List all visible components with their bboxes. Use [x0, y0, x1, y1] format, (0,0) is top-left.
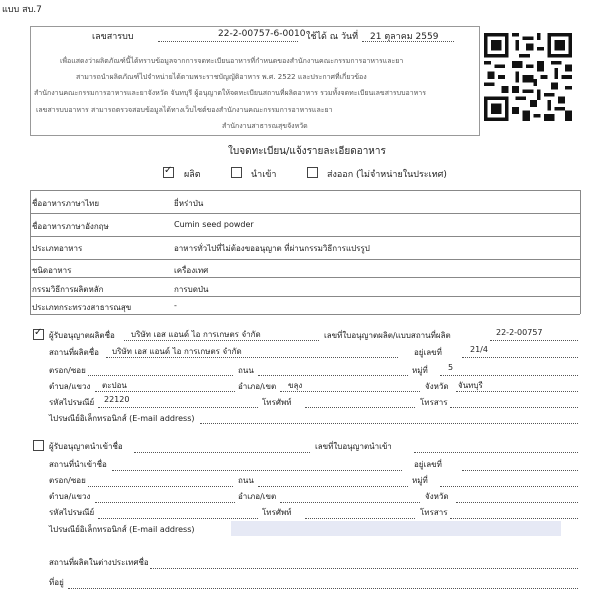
licensee-province-label: จังหวัด — [425, 382, 449, 391]
form-code: แบบ สบ.7 — [2, 5, 42, 15]
importer-phone-label: โทรศัพท์ — [262, 508, 292, 517]
licensee-email-label: ไปรษณีย์อิเล็กทรอนิกส์ (E-mail address) — [49, 414, 195, 423]
form-title: ใบจดทะเบียน/แจ้งรายละเอียดอาหาร — [228, 146, 386, 157]
licensee-moo-label: หมู่ที่ — [412, 366, 428, 375]
licensee-house-no-value: 21/4 — [470, 345, 488, 354]
importer-soi-label: ตรอก/ซอย — [49, 476, 86, 485]
detail-value-food-type: เครื่องเทศ — [174, 266, 209, 275]
detail-label-english-name: ชื่ออาหารภาษาอังกฤษ — [32, 222, 109, 231]
licensee-license-value: 22-2-00757 — [496, 328, 543, 337]
note-line-4: เลขสารบบอาหาร สามารถตรวจสอบข้อมูลได้ทางเว็บไซต์ของสำนักงานคณะกรรมการอาหารและยา — [36, 106, 333, 114]
licensee-producer-checkbox[interactable] — [33, 329, 44, 340]
importer-name-label: ผู้รับอนุญาตนำเข้าชื่อ — [49, 442, 123, 451]
detail-label-food-type: ชนิดอาหาร — [32, 266, 72, 275]
importer-email-label: ไปรษณีย์อิเล็กทรอนิกส์ (E-mail address) — [49, 525, 195, 534]
importer-email-input[interactable] — [231, 521, 561, 536]
note-line-2: สามารถนำผลิตภัณฑ์ไปจำหน่ายได้ตามพระราชบัญญัติอาหาร พ.ศ. 2522 และประกาศที่เกี่ยวข้อง — [76, 73, 367, 81]
purpose-export-label: ส่งออก (ไม่จำหน่ายในประเทศ) — [327, 170, 447, 180]
licensee-subdistrict-label: ตำบล/แขวง — [49, 382, 91, 391]
note-line-3: สำนักงานคณะกรรมการอาหารและยาจังหวัด จันทบุรี ผู้อนุญาตให้จดทะเบียนสถานที่ผลิตอาหาร รวมทั้งจดทะเบียนเลขสารบบอาหาร — [34, 89, 426, 97]
ref-label: เลขสารบบ — [92, 32, 134, 42]
purpose-produce-checkbox[interactable] — [163, 167, 174, 178]
detail-value-ministry-type: - — [174, 301, 177, 310]
purpose-produce-label: ผลิต — [184, 170, 201, 180]
date-label: ใช้ได้ ณ วันที่ — [306, 32, 359, 42]
licensee-house-no-label: อยู่เลขที่ — [414, 348, 442, 357]
licensee-province-value: จันทบุรี — [458, 381, 483, 390]
purpose-export-checkbox[interactable] — [307, 167, 318, 178]
licensee-district-value: ขลุง — [288, 381, 303, 390]
detail-label-process: กรรมวิธีการผลิตหลัก — [32, 285, 104, 294]
licensee-name-value: บริษัท เอส แอนด์ ไอ การเกษตร จำกัด — [131, 330, 261, 339]
licensee-name-label: ผู้รับอนุญาตผลิตชื่อ — [49, 331, 115, 340]
purpose-import-label: นำเข้า — [251, 170, 277, 180]
licensee-subdistrict-value: ตะปอน — [102, 381, 127, 390]
importer-road-label: ถนน — [238, 476, 254, 485]
licensee-fax-label: โทรสาร — [420, 398, 448, 407]
foreign-address-label: ที่อยู่ — [49, 578, 64, 587]
date-value: 21 ตุลาคม 2559 — [370, 32, 439, 42]
licensee-moo-value: 5 — [448, 363, 454, 372]
licensee-place-value: บริษัท เอส แอนด์ ไอ การเกษตร จำกัด — [112, 347, 242, 356]
licensee-phone-label: โทรศัพท์ — [262, 398, 292, 407]
detail-label-food-category: ประเภทอาหาร — [32, 244, 83, 253]
detail-value-english-name: Cumin seed powder — [174, 220, 254, 229]
licensee-soi-label: ตรอก/ซอย — [49, 366, 86, 375]
detail-label-ministry-type: ประเภทกระทรวงสาธารณสุข — [32, 303, 132, 312]
licensee-license-label: เลขที่ใบอนุญาตผลิต/แบบสถานที่ผลิต — [324, 331, 451, 340]
importer-district-label: อำเภอ/เขต — [238, 492, 277, 501]
importer-place-label: สถานที่นำเข้าชื่อ — [49, 460, 107, 469]
licensee-postcode-value: 22120 — [104, 395, 130, 404]
qr-code-icon — [484, 33, 572, 121]
importer-province-label: จังหวัด — [425, 492, 449, 501]
importer-checkbox[interactable] — [33, 440, 44, 451]
detail-value-food-category: อาหารทั่วไปที่ไม่ต้องขออนุญาต ที่ผ่านกรรมวิธีการแปรรูป — [174, 244, 370, 253]
licensee-district-label: อำเภอ/เขต — [238, 382, 277, 391]
importer-license-label: เลขที่ใบอนุญาตนำเข้า — [315, 442, 392, 451]
foreign-place-label: สถานที่ผลิตในต่างประเทศชื่อ — [49, 558, 149, 567]
importer-moo-label: หมู่ที่ — [412, 476, 428, 485]
licensee-postcode-label: รหัสไปรษณีย์ — [49, 398, 95, 407]
note-line-5: สำนักงานสาธารณสุขจังหวัด — [222, 122, 308, 130]
importer-postcode-label: รหัสไปรษณีย์ — [49, 508, 95, 517]
detail-label-thai-name: ชื่ออาหารภาษาไทย — [32, 199, 100, 208]
detail-value-process: การบดป่น — [174, 285, 209, 294]
licensee-road-label: ถนน — [238, 366, 254, 375]
ref-number: 22-2-00757-6-0010 — [218, 29, 306, 39]
importer-fax-label: โทรสาร — [420, 508, 448, 517]
purpose-import-checkbox[interactable] — [231, 167, 242, 178]
importer-subdistrict-label: ตำบล/แขวง — [49, 492, 91, 501]
importer-house-no-label: อยู่เลขที่ — [414, 460, 442, 469]
detail-value-thai-name: ยี่หร่าป่น — [174, 199, 204, 208]
note-line-1: เพื่อแสดงว่าผลิตภัณฑ์นี้ได้ทราบข้อมูลจากการจดทะเบียนอาหารที่กำหนดของสำนักงานคณะกรรมการอาหารและยา — [60, 57, 404, 65]
licensee-place-label: สถานที่ผลิตชื่อ — [49, 348, 99, 357]
